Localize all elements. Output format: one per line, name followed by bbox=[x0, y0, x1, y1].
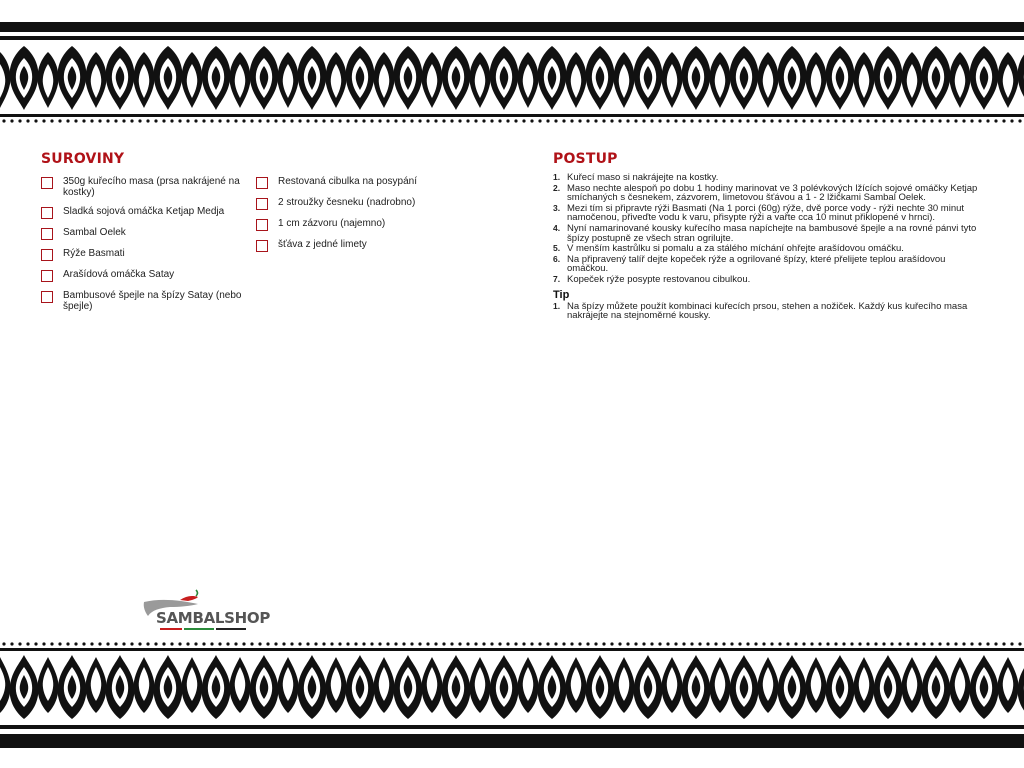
ingredient-checkbox[interactable] bbox=[41, 228, 53, 240]
step-number: 4. bbox=[553, 222, 561, 233]
ingredient-label: 1 cm zázvoru (najemno) bbox=[278, 218, 386, 229]
step-item bbox=[553, 204, 983, 223]
step-item bbox=[553, 244, 983, 254]
tip-text: Na špízy můžete použít kombinaci kuřecích prsou, stehen a nožiček. Každý kus kuřecího masa nakrájejte na stejnoměrné kousky. bbox=[567, 300, 968, 322]
ingredient-item bbox=[41, 248, 256, 261]
step-item bbox=[553, 224, 983, 243]
sambalshop-logo bbox=[140, 588, 280, 632]
step-number: 2. bbox=[553, 182, 561, 193]
step-text: Na připravený talíř dejte kopeček rýže a ogrilované špízy, které přelijete teplou arašídovou omáčkou. bbox=[567, 253, 946, 275]
top-ornament-border bbox=[0, 32, 1024, 124]
bottom-edge-bar bbox=[0, 734, 1024, 748]
ingredient-checkbox[interactable] bbox=[256, 240, 268, 252]
ingredients-title: SUROVINY bbox=[41, 151, 125, 167]
ingredient-item bbox=[41, 176, 256, 198]
ingredients-list-left bbox=[41, 176, 256, 318]
ingredient-checkbox[interactable] bbox=[41, 177, 53, 189]
ingredient-label: Bambusové špejle na špízy Satay (nebo špejle) bbox=[63, 290, 242, 312]
ingredient-checkbox[interactable] bbox=[256, 177, 268, 189]
top-edge-bar bbox=[0, 22, 1024, 32]
ingredient-item bbox=[256, 197, 446, 210]
method-title: POSTUP bbox=[553, 151, 618, 167]
bottom-ornament-border bbox=[0, 641, 1024, 733]
step-text: Kopeček rýže posypte restovanou cibulkou. bbox=[567, 273, 751, 285]
step-item bbox=[553, 255, 983, 274]
tip-number: 1. bbox=[553, 300, 561, 311]
step-number: 5. bbox=[553, 243, 561, 254]
ingredient-checkbox[interactable] bbox=[41, 291, 53, 303]
step-text: Nyní namarinované kousky kuřecího masa napíchejte na bambusové špejle a na rovné pánvi tyto špízy postupně ze všech stran ogrilujte. bbox=[567, 222, 977, 244]
ingredient-label: Sambal Oelek bbox=[63, 227, 126, 238]
logo-wordmark: SAMBALSHOP bbox=[156, 609, 271, 627]
ingredient-item bbox=[256, 239, 446, 252]
step-item bbox=[553, 173, 983, 183]
ingredient-checkbox[interactable] bbox=[41, 207, 53, 219]
ornament-pattern-bottom bbox=[0, 641, 1024, 733]
step-item bbox=[553, 275, 983, 285]
ingredient-item bbox=[41, 269, 256, 282]
step-item bbox=[553, 184, 983, 203]
step-text: V menším kastrůlku si pomalu a za stálého míchání ohřejte arašídovou omáčku. bbox=[567, 243, 904, 255]
ornament-pattern-top bbox=[0, 32, 1024, 124]
ingredient-label: 2 stroužky česneku (nadrobno) bbox=[278, 197, 416, 208]
ingredients-list-right bbox=[256, 176, 446, 258]
step-number: 3. bbox=[553, 202, 561, 213]
ingredient-label: Arašídová omáčka Satay bbox=[63, 269, 175, 280]
ingredient-label: Restovaná cibulka na posypání bbox=[278, 176, 417, 187]
ingredient-item bbox=[256, 218, 446, 231]
ingredient-checkbox[interactable] bbox=[41, 270, 53, 282]
step-number: 1. bbox=[553, 172, 561, 182]
tip-item bbox=[553, 302, 983, 321]
ingredient-item bbox=[41, 206, 256, 219]
ingredient-checkbox[interactable] bbox=[41, 249, 53, 261]
ingredient-item bbox=[41, 290, 256, 312]
step-text: Kuřecí maso si nakrájejte na kostky. bbox=[567, 172, 719, 183]
method-steps bbox=[553, 173, 983, 322]
ingredient-checkbox[interactable] bbox=[256, 198, 268, 210]
step-number: 6. bbox=[553, 253, 561, 264]
ingredient-checkbox[interactable] bbox=[256, 219, 268, 231]
ingredient-label: šťáva z jedné limety bbox=[278, 239, 367, 250]
ingredient-item bbox=[41, 227, 256, 240]
tip-title: Tip bbox=[553, 288, 570, 301]
ingredient-item bbox=[256, 176, 446, 189]
ingredient-label: Rýže Basmati bbox=[63, 248, 125, 259]
ingredient-label: Sladká sojová omáčka Ketjap Medja bbox=[63, 206, 225, 217]
step-text: Maso nechte alespoň po dobu 1 hodiny marinovat ve 3 polévkových lžících sojové omáčky Ketjap smíchaných s česnekem, zázvorem, limetovou šťávou a 1 - 2 lžičkami Sambal Oelek. bbox=[567, 182, 978, 204]
step-text: Mezi tím si připravte rýži Basmati (Na 1 porci (60g) rýže, dvě porce vody - rýži nechte 30 minut namočenou, přiveďte vodu k varu, přisypte rýži a vařte cca 10 minut přiklopené v hrnci). bbox=[567, 202, 965, 224]
ingredient-label: 350g kuřecího masa (prsa nakrájené na kostky) bbox=[63, 176, 240, 198]
step-number: 7. bbox=[553, 273, 561, 284]
